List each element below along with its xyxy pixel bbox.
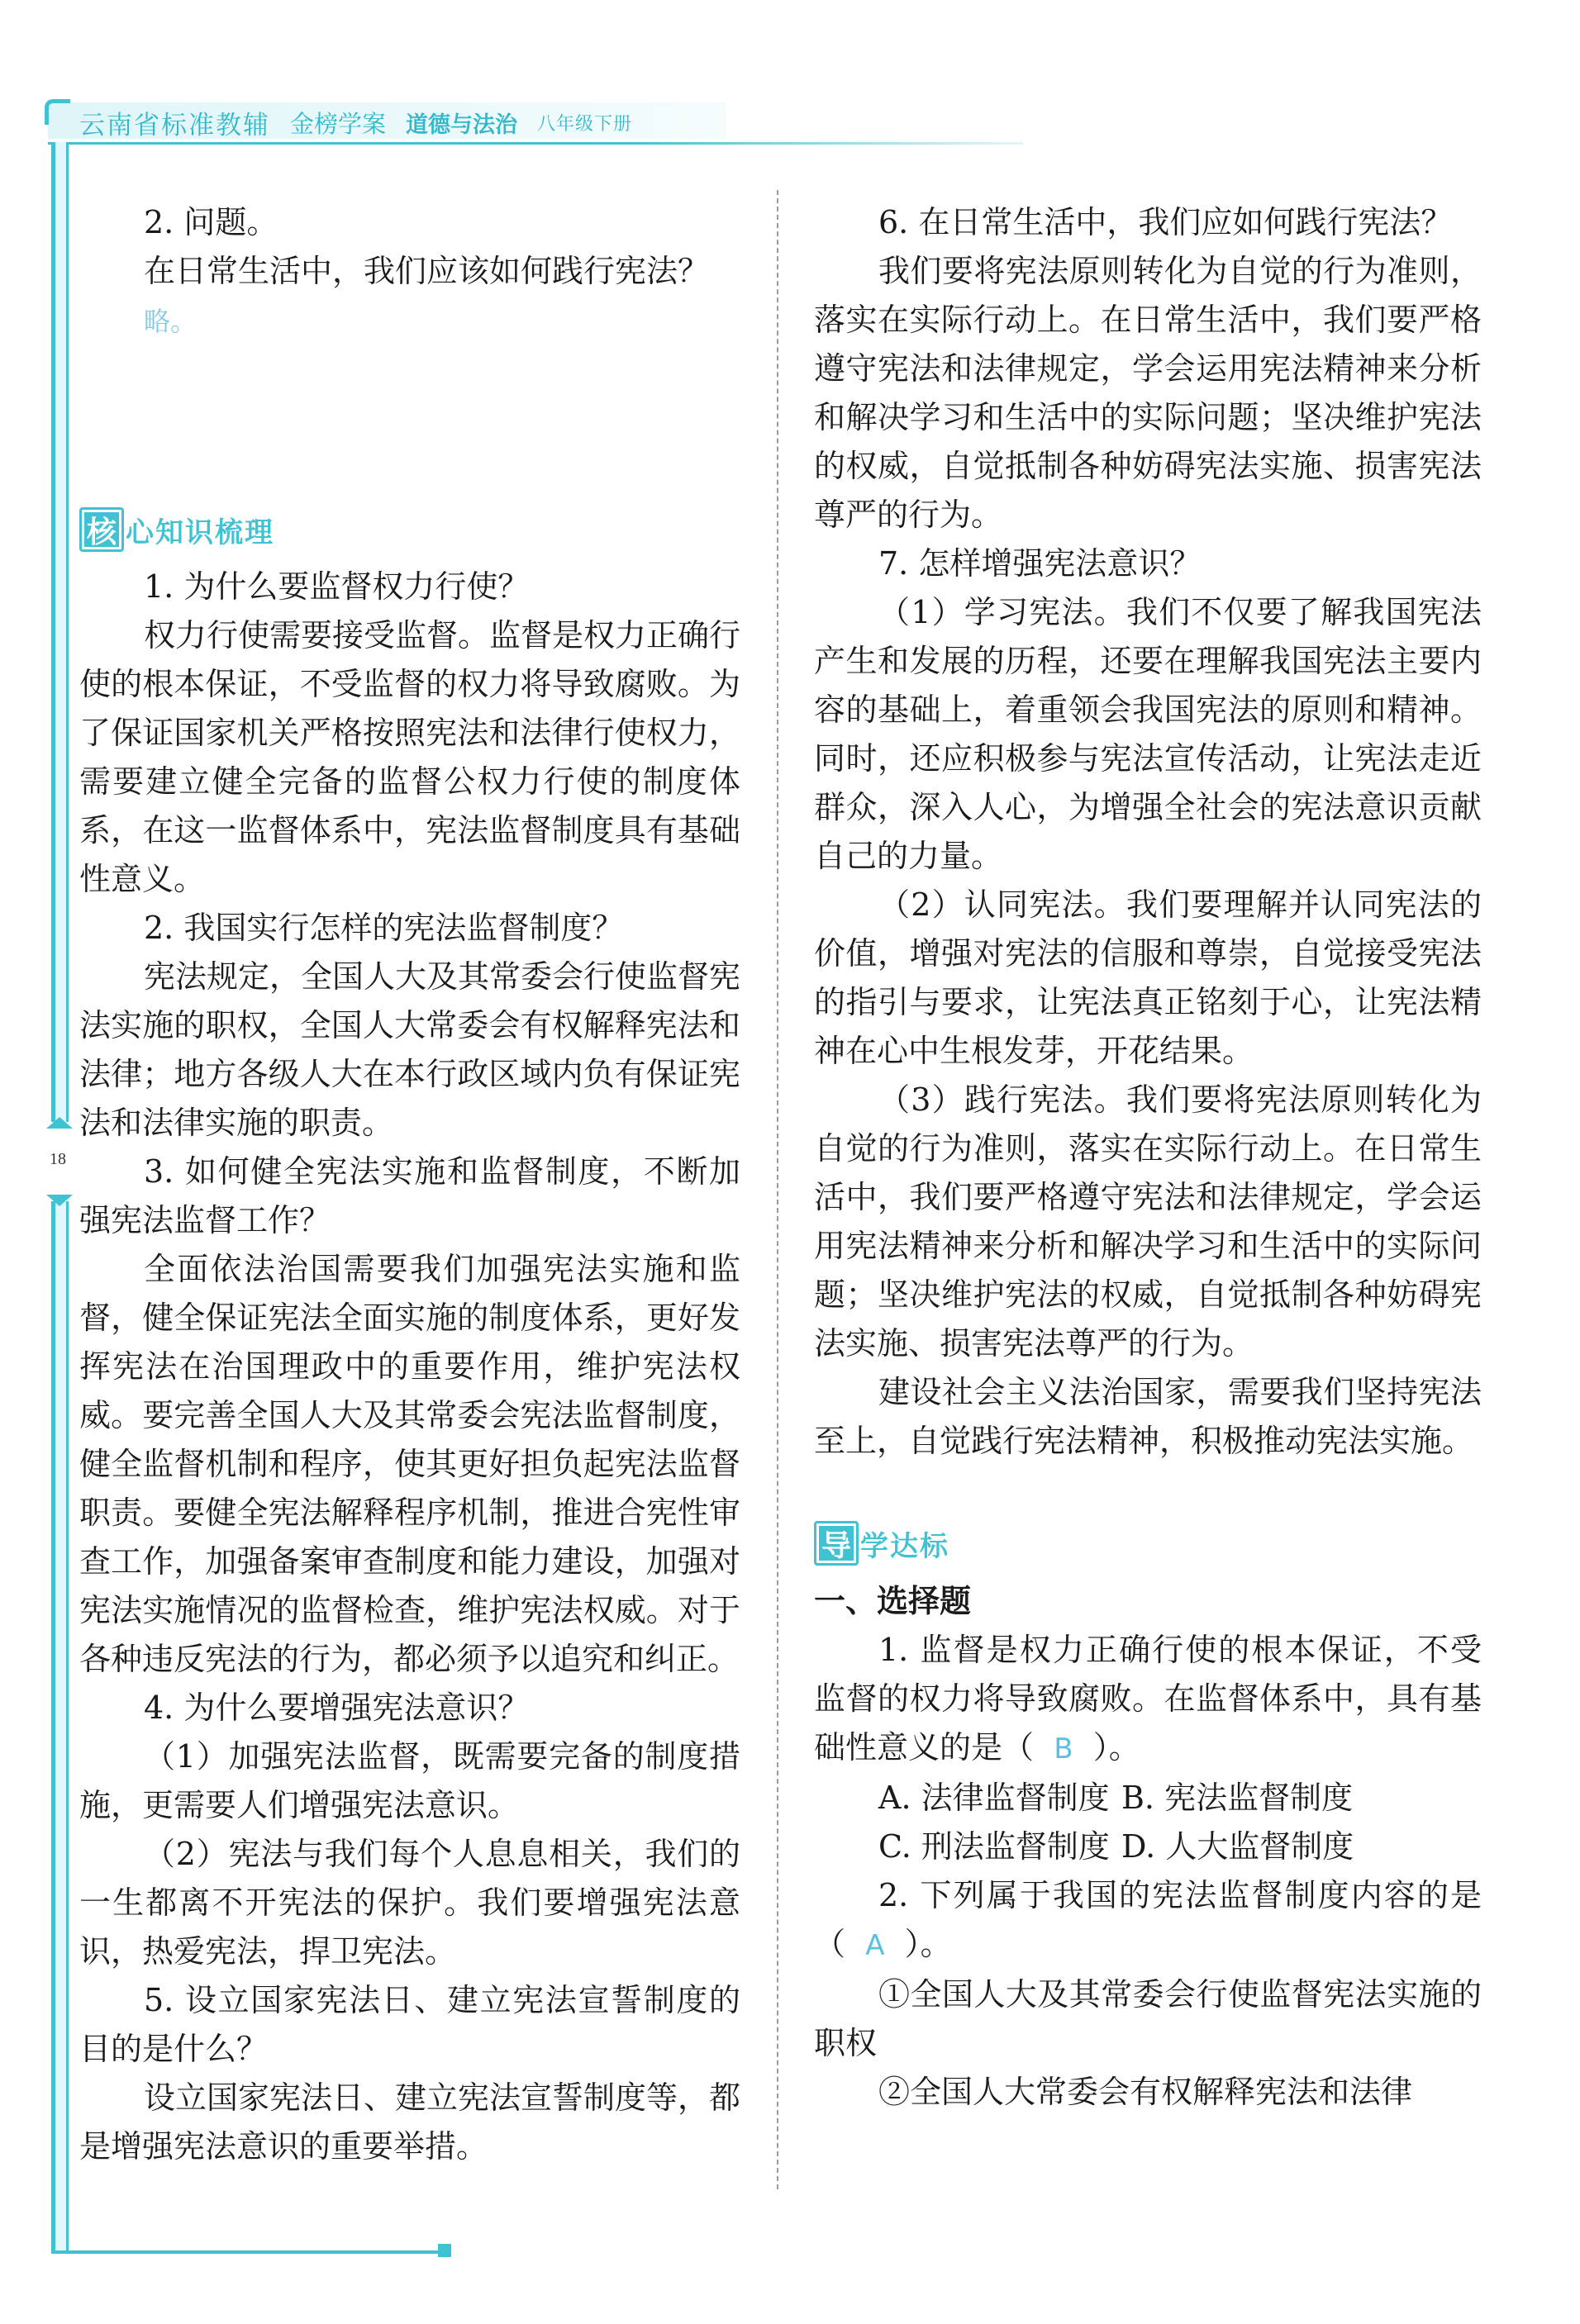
blank-space xyxy=(79,346,740,485)
knowledge-answer: （2）宪法与我们每个人息息相关，我们的一生都离不开宪法的保护。我们要增强宪法意识，热爱宪法，捍卫宪法。 xyxy=(79,1836,740,1970)
knowledge-answer: （1）加强宪法监督，既需要完备的制度措施，更需要人们增强宪法意识。 xyxy=(79,1738,740,1823)
knowledge-answer: 设立国家宪法日、建立宪法宣誓制度等，都是增强宪法意识的重要举措。 xyxy=(79,2079,741,2165)
knowledge-question: 6. 在日常生活中，我们应如何践行宪法？ xyxy=(878,204,1453,240)
mc-answer: A xyxy=(865,1929,885,1962)
question-text: 在日常生活中，我们应该如何践行宪法？ xyxy=(144,253,710,289)
mc-stem-end: ）。 xyxy=(1092,1729,1140,1766)
question-heading: 2. 问题。 xyxy=(144,204,278,240)
right-column xyxy=(814,198,1482,2117)
grade-label: 八年级下册 xyxy=(537,113,633,135)
handwritten-answer xyxy=(79,296,740,346)
section-heading-core-knowledge xyxy=(79,503,740,556)
column-divider xyxy=(777,190,778,2189)
knowledge-answer: （1）学习宪法。我们不仅要了解我国宪法产生和发展的历程，还要在理解我国宪法主要内容的基础上，着重领会我国宪法的原则和精神。同时，还应积极参与宪法宣传活动，让宪法走近群众，深入人心，为增强全社会的宪法意识贡献自己的力量。 xyxy=(814,594,1482,874)
mc-options-row xyxy=(814,1823,1482,1871)
footer-square-ornament xyxy=(438,2244,451,2257)
mc-option: D. 人大监督制度 xyxy=(1121,1828,1354,1865)
mc-statement: ①全国人大及其常委会行使监督宪法实施的职权 xyxy=(814,1976,1482,2061)
knowledge-answer: 权力行使需要接受监督。监督是权力正确行使的根本保证，不受监督的权力将导致腐败。为了保证国家机关严格按照宪法和法律行使权力，需要建立健全完备的监督公权力行使的制度体系，在这一监督体系中，宪法监督制度具有基础性意义。 xyxy=(79,617,741,897)
knowledge-question: 1. 为什么要监督权力行使？ xyxy=(144,568,530,605)
answer-text: 略。 xyxy=(144,306,198,337)
knowledge-answer: （3）践行宪法。我们要将宪法原则转化为自觉的行为准则，落实在实际行动上。在日常生活中，我们要严格遵守宪法和法律规定，学会运用宪法精神来分析和解决学习和生活中的实际问题；坚决维护宪法的权威，自觉抵制各种妨碍宪法实施、损害宪法尊严的行为。 xyxy=(814,1081,1482,1362)
knowledge-question: 7. 怎样增强宪法意识？ xyxy=(878,545,1202,582)
left-column xyxy=(79,198,740,2171)
footer-rule xyxy=(51,2250,446,2254)
mc-question-2 xyxy=(814,1871,1482,1970)
part-heading: 一、选择题 xyxy=(814,1583,972,1619)
knowledge-answer: 全面依法治国需要我们加强宪法实施和监督，健全保证宪法全面实施的制度体系，更好发挥宪法在治国理政中的重要作用，维护宪法权威。要完善全国人大及其常委会宪法监督制度，健全监督机制和程序，使其更好担负起宪法监督职责。要健全宪法解释程序机制，推进合宪性审查工作，加强备案审查制度和能力建设，加强对宪法实施情况的监督检查，维护宪法权威。对于各种违反宪法的行为，都必须予以追究和纠正。 xyxy=(79,1251,740,1677)
knowledge-answer: 建设社会主义法治国家，需要我们坚持宪法至上，自觉践行宪法精神，积极推动宪法实施。 xyxy=(814,1374,1482,1459)
knowledge-answer: 宪法规定，全国人大及其常委会行使监督宪法实施的职权，全国人大常委会有权解释宪法和法律；地方各级人大在本行政区域内负有保证宪法和法律实施的职责。 xyxy=(79,958,741,1141)
knowledge-question: 3. 如何健全宪法实施和监督制度，不断加强宪法监督工作？ xyxy=(79,1153,740,1238)
page-number: 18 xyxy=(50,1150,66,1168)
book-subtitle: 金榜学案 xyxy=(290,109,387,138)
mc-option: A. 法律监督制度 xyxy=(878,1780,1110,1816)
mc-statement: ②全国人大常委会有权解释宪法和法律 xyxy=(878,2074,1413,2110)
mc-option: C. 刑法监督制度 xyxy=(878,1828,1110,1865)
section-heading-guided-practice xyxy=(814,1517,1482,1570)
knowledge-question: 5. 设立国家宪法日、建立宪法宣誓制度的目的是什么？ xyxy=(79,1982,740,2067)
section-badge: 导 xyxy=(814,1521,859,1566)
mc-stem: 2. 下列属于我国的宪法监督制度内容的是（ xyxy=(814,1877,1482,1962)
subject-title: 道德与法治 xyxy=(406,112,518,138)
knowledge-question: 4. 为什么要增强宪法意识？ xyxy=(144,1690,530,1726)
mc-answer: B xyxy=(1054,1732,1073,1766)
knowledge-answer: （2）认同宪法。我们要理解并认同宪法的价值，增强对宪法的信服和尊崇，自觉接受宪法的指引与要求，让宪法真正铭刻于心，让宪法精神在心中生根发芽，开花结果。 xyxy=(814,886,1482,1069)
section-badge: 核 xyxy=(79,507,124,552)
header-rule xyxy=(48,142,1023,145)
knowledge-question: 2. 我国实行怎样的宪法监督制度？ xyxy=(144,910,624,946)
blank-space xyxy=(814,1466,1482,1499)
mc-stem-end: ）。 xyxy=(904,1926,952,1962)
mc-stem: 1. 监督是权力正确行使的根本保证，不受监督的权力将导致腐败。在监督体系中，具有基础性意义的是（ xyxy=(814,1632,1482,1766)
knowledge-answer: 我们要将宪法原则转化为自觉的行为准则，落实在实际行动上。在日常生活中，我们要严格遵守宪法和法律规定，学会运用宪法精神来分析和解决学习和生活中的实际问题；坚决维护宪法的权威，自觉抵制各种妨碍宪法实施、损害宪法尊严的行为。 xyxy=(814,253,1482,533)
running-header xyxy=(79,106,632,139)
mc-question-1 xyxy=(814,1626,1482,1774)
mc-option: B. 宪法监督制度 xyxy=(1121,1780,1354,1816)
header-corner-ornament xyxy=(45,99,70,125)
mc-options-row xyxy=(814,1774,1482,1823)
series-title: 云南省标准教辅 xyxy=(79,110,270,140)
section-title: 学达标 xyxy=(860,1529,949,1563)
section-title: 心知识梳理 xyxy=(126,516,274,549)
